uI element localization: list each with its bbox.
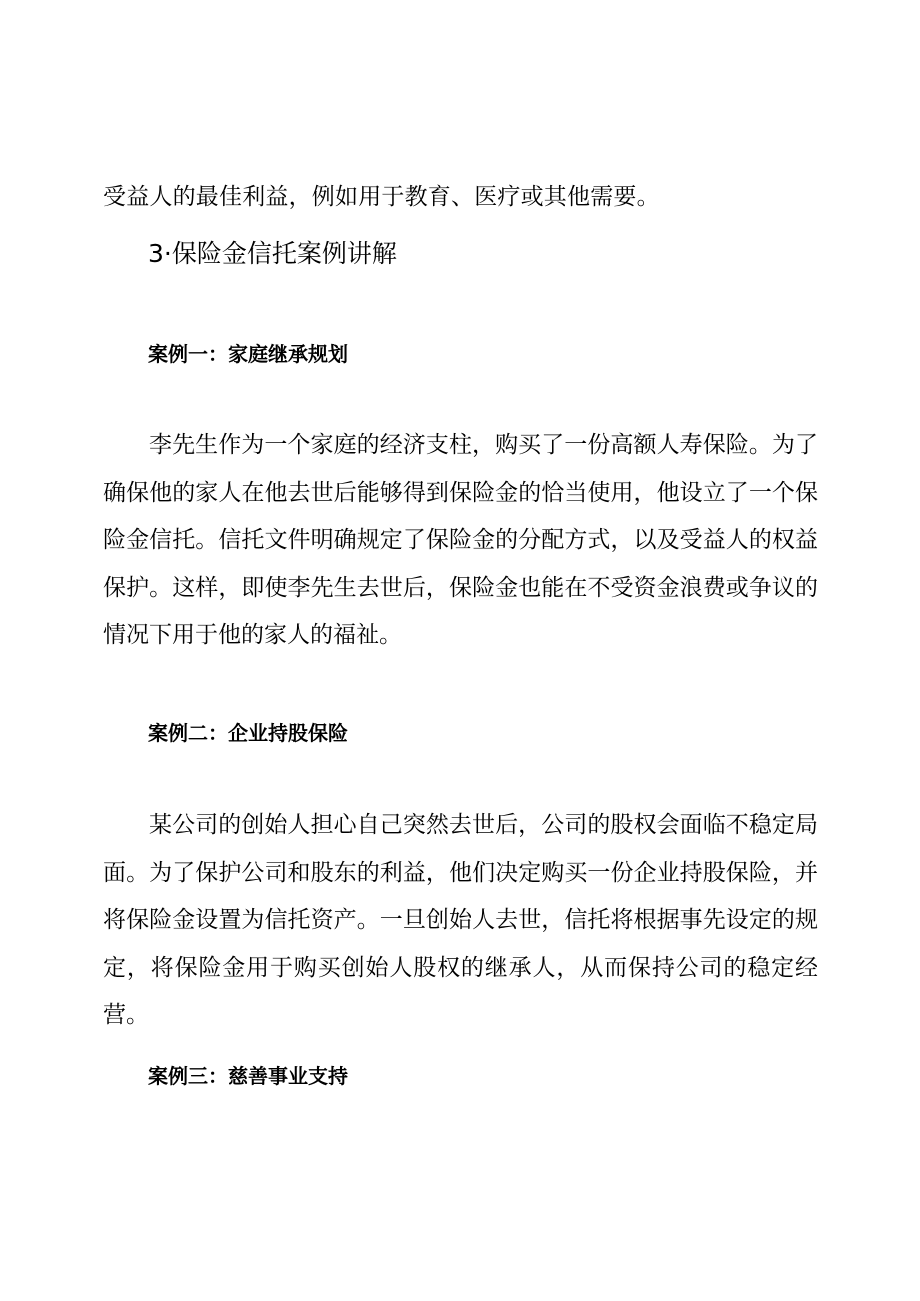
continued-paragraph-line: 受益人的最佳利益，例如用于教育、医疗或其他需要。 [103,184,660,210]
section-heading: 3·保险金信托案例讲解 [148,239,397,268]
case-2-body: 某公司的创始人担心自己突然去世后，公司的股权会面临不稳定局面。为了保护公司和股东的利益，他们决定购买一份企业持股保险，并将保险金设置为信托资产。一旦创始人去世，信托将根据事先设定的规定，将保险金用于购买创始人股权的继承人，从而保持公司的稳定经营。 [103,812,818,1028]
case-1-body: 李先生作为一个家庭的经济支柱，购买了一份高额人寿保险。为了确保他的家人在他去世后能够得到保险金的恰当使用，他设立了一个保险金信托。信托文件明确规定了保险金的分配方式，以及受益人的权益保护。这样，即使李先生去世后，保险金也能在不受资金浪费或争议的情况下用于他的家人的福祉。 [103,432,818,648]
case-1-title: 案例一：家庭继承规划 [148,342,348,366]
case-2-title: 案例二：企业持股保险 [148,721,348,745]
case-3-title: 案例三：慈善事业支持 [148,1064,348,1088]
